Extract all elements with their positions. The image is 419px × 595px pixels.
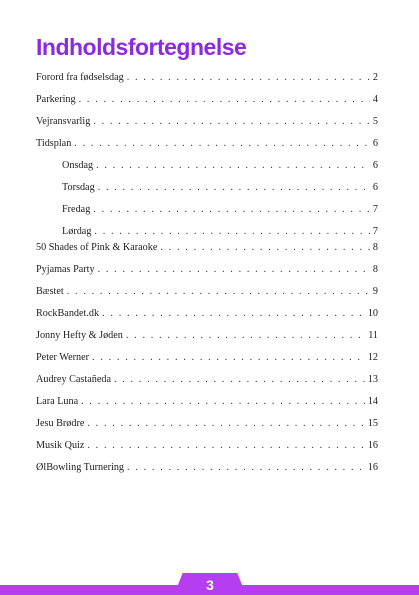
toc-entry-page: 14 [367,396,378,407]
toc-dot-leader [126,330,365,341]
toc-entry[interactable] [36,242,378,258]
toc-entry[interactable] [36,72,378,88]
toc-entry-label: RockBandet.dk [36,308,100,319]
toc-entry[interactable] [36,418,378,434]
toc-entry-label: Pyjamas Party [36,264,95,275]
toc-entry-page: 15 [367,418,378,429]
toc-entry[interactable] [36,264,378,280]
toc-entry-label: Vejransvarlig [36,116,91,127]
page-title: Indholdsfortegnelse [36,34,247,60]
toc-dot-leader [92,352,365,363]
toc-dot-leader [93,204,370,215]
toc-dot-leader [93,116,370,127]
toc-entry-page: 16 [367,440,378,451]
toc-entry[interactable] [36,94,378,110]
toc-entry-page: 8 [372,242,378,253]
toc-entry-label: Jesu Brødre [36,418,85,429]
toc-entry[interactable] [36,330,378,346]
toc-entry[interactable] [36,396,378,412]
toc-entry-label: Tidsplan [36,138,72,149]
toc-dot-leader [98,264,370,275]
toc-entry[interactable] [36,440,378,456]
toc-entry-page: 7 [372,226,378,237]
toc-dot-leader [98,182,370,193]
toc-entry-page: 10 [367,308,378,319]
toc-dot-leader [127,72,370,83]
toc-entry-page: 6 [372,138,378,149]
toc-dot-leader [74,138,370,149]
toc-dot-leader [160,242,370,253]
toc-subentry[interactable] [62,204,378,220]
toc-dot-leader [94,226,369,237]
toc-entry-label: ØlBowling Turnering [36,462,125,473]
toc-entry-label: Lara Luna [36,396,79,407]
toc-subentry[interactable] [62,226,378,242]
toc-entry-page: 2 [372,72,378,83]
toc-dot-leader [81,396,365,407]
toc-entry-page: 7 [372,204,378,215]
toc-dot-leader [127,462,365,473]
toc-entry-label: Onsdag [62,160,94,171]
toc-entry-page: 5 [372,116,378,127]
toc-entry-label: Musik Quiz [36,440,85,451]
toc-entry[interactable] [36,138,378,154]
toc-entry-label: Parkering [36,94,76,105]
toc-entry-label: Bæstet [36,286,64,297]
toc-dot-leader [87,440,364,451]
toc-entry-label: Peter Werner [36,352,90,363]
toc-dot-leader [96,160,370,171]
toc-dot-leader [114,374,365,385]
toc-entry-page: 13 [367,374,378,385]
toc-entry[interactable] [36,374,378,390]
toc-entry[interactable] [36,308,378,324]
toc-entry[interactable] [36,462,378,478]
toc-entry-page: 9 [372,286,378,297]
toc-entry[interactable] [36,352,378,368]
toc-dot-leader [67,286,370,297]
toc-entry-label: 50 Shades of Pink & Karaoke [36,242,158,253]
toc-entry-label: Forord fra fødselsdag [36,72,124,83]
toc-entry-page: 12 [367,352,378,363]
toc-entry-label: Audrey Castañeda [36,374,111,385]
toc-subentry[interactable] [62,160,378,176]
toc-entry-label: Jonny Hefty & Jøden [36,330,123,341]
toc-entry[interactable] [36,116,378,132]
toc-entry[interactable] [36,286,378,302]
toc-subentry[interactable] [62,182,378,198]
toc-dot-leader [79,94,370,105]
page-number: 3 [206,577,214,593]
toc-entry-label: Torsdag [62,182,95,193]
toc-entry-page: 4 [372,94,378,105]
toc-entry-label: Lørdag [62,226,92,237]
toc-entry-label: Fredag [62,204,91,215]
toc-entry-page: 11 [368,330,378,341]
toc-entry-page: 8 [372,264,378,275]
toc-entry-page: 16 [367,462,378,473]
toc-entry-page: 6 [372,182,378,193]
toc-dot-leader [87,418,364,429]
toc-dot-leader [102,308,365,319]
toc-entry-page: 6 [372,160,378,171]
